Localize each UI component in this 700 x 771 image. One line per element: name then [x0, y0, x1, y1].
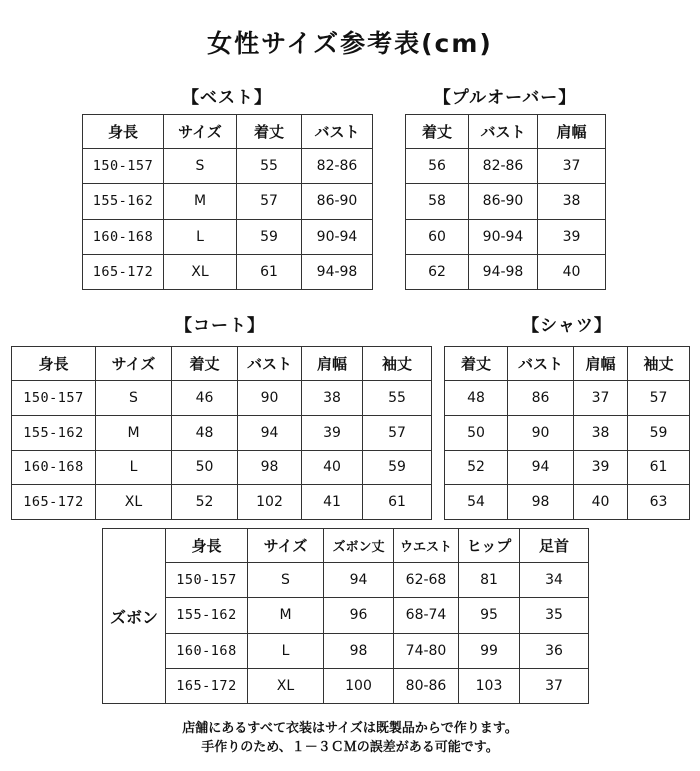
table-row: [103, 633, 589, 668]
table-row: [83, 184, 373, 219]
coat-cell: 61: [363, 485, 432, 520]
coat-cell: 52: [172, 485, 238, 520]
footnote-line: 店舗にあるすべて衣装はサイズは既製品からで作ります。: [182, 721, 518, 736]
pants-header-hip: ヒップ: [459, 529, 520, 563]
pants-cell: M: [248, 598, 324, 633]
vest-cell: L: [164, 219, 237, 254]
shirt-cell: 39: [574, 450, 628, 485]
pants-cell: 160-168: [166, 633, 248, 668]
pants-cell: 36: [520, 633, 589, 668]
vest-cell: S: [164, 149, 237, 184]
shirt-cell: 37: [574, 381, 628, 416]
coat-header-shoulder: 肩幅: [302, 347, 363, 381]
table-row: [406, 254, 606, 289]
pants-cell: 103: [459, 668, 520, 703]
pants-header-height: 身長: [166, 529, 248, 563]
coat-header-size: サイズ: [96, 347, 172, 381]
coat-cell: 40: [302, 450, 363, 485]
pants-cell: 98: [324, 633, 394, 668]
shirt-cell: 90: [508, 415, 574, 450]
shirt-table: [444, 346, 690, 520]
pants-cell: 95: [459, 598, 520, 633]
vest-label: 【ベスト】: [182, 88, 272, 108]
table-row: [12, 415, 432, 450]
shirt-cell: 48: [445, 381, 508, 416]
pullover-cell: 60: [406, 219, 469, 254]
table-row: [83, 149, 373, 184]
vest-cell: 165-172: [83, 254, 164, 289]
pants-cell: 99: [459, 633, 520, 668]
coat-header-length: 着丈: [172, 347, 238, 381]
vest-header-bust: バスト: [302, 115, 373, 149]
pullover-cell: 40: [538, 254, 606, 289]
table-row: [12, 381, 432, 416]
vest-cell: 90-94: [302, 219, 373, 254]
shirt-cell: 61: [628, 450, 690, 485]
pants-cell: 81: [459, 563, 520, 598]
table-row: [103, 598, 589, 633]
coat-cell: 50: [172, 450, 238, 485]
pullover-header-shoulder: 肩幅: [538, 115, 606, 149]
footnotes: [0, 719, 700, 757]
pullover-label: 【プルオーバー】: [433, 88, 577, 108]
pants-header-ankle: 足首: [520, 529, 589, 563]
pants-header-size: サイズ: [248, 529, 324, 563]
pullover-header-length: 着丈: [406, 115, 469, 149]
shirt-cell: 40: [574, 485, 628, 520]
shirt-header-shoulder: 肩幅: [574, 347, 628, 381]
pullover-cell: 62: [406, 254, 469, 289]
vest-header-length: 着丈: [237, 115, 302, 149]
shirt-header-row: [445, 347, 690, 381]
shirt-cell: 50: [445, 415, 508, 450]
pants-cell: 80-86: [394, 668, 459, 703]
shirt-cell: 57: [628, 381, 690, 416]
table-row: [406, 219, 606, 254]
coat-cell: L: [96, 450, 172, 485]
shirt-label: 【シャツ】: [522, 316, 612, 336]
pants-header-waist: ウエスト: [394, 529, 459, 563]
pullover-cell: 90-94: [469, 219, 538, 254]
table-row: [12, 485, 432, 520]
vest-cell: 59: [237, 219, 302, 254]
coat-cell: 48: [172, 415, 238, 450]
coat-label: 【コート】: [175, 316, 265, 336]
pullover-table: [405, 114, 606, 290]
coat-cell: 150-157: [12, 381, 96, 416]
coat-header-height: 身長: [12, 347, 96, 381]
pants-cell: XL: [248, 668, 324, 703]
table-row: [445, 415, 690, 450]
coat-cell: M: [96, 415, 172, 450]
coat-cell: 59: [363, 450, 432, 485]
pants-cell: L: [248, 633, 324, 668]
pants-cell: 74-80: [394, 633, 459, 668]
shirt-cell: 52: [445, 450, 508, 485]
page-title: 女性サイズ参考表(cm): [207, 29, 493, 58]
pullover-cell: 39: [538, 219, 606, 254]
shirt-cell: 86: [508, 381, 574, 416]
coat-cell: 55: [363, 381, 432, 416]
pants-cell: 68-74: [394, 598, 459, 633]
pullover-cell: 38: [538, 184, 606, 219]
pants-cell: 34: [520, 563, 589, 598]
coat-header-row: [12, 347, 432, 381]
coat-cell: 98: [238, 450, 302, 485]
pants-cell: 62-68: [394, 563, 459, 598]
table-row: [103, 563, 589, 598]
pants-cell: 165-172: [166, 668, 248, 703]
table-row: [103, 668, 589, 703]
vest-cell: 86-90: [302, 184, 373, 219]
coat-cell: 46: [172, 381, 238, 416]
vest-header-height: 身長: [83, 115, 164, 149]
shirt-cell: 98: [508, 485, 574, 520]
vest-cell: 160-168: [83, 219, 164, 254]
shirt-cell: 63: [628, 485, 690, 520]
table-row: [83, 219, 373, 254]
pants-cell: 155-162: [166, 598, 248, 633]
coat-table: [11, 346, 432, 520]
coat-cell: 165-172: [12, 485, 96, 520]
pullover-cell: 56: [406, 149, 469, 184]
pants-row-label: ズボン: [103, 529, 166, 704]
pullover-cell: 58: [406, 184, 469, 219]
vest-cell: 82-86: [302, 149, 373, 184]
vest-cell: XL: [164, 254, 237, 289]
vest-cell: 55: [237, 149, 302, 184]
table-row: [406, 149, 606, 184]
vest-header-row: [83, 115, 373, 149]
table-row: [406, 184, 606, 219]
table-row: [12, 450, 432, 485]
table-row: [445, 485, 690, 520]
shirt-cell: 54: [445, 485, 508, 520]
coat-cell: 38: [302, 381, 363, 416]
table-row: [445, 381, 690, 416]
shirt-header-length: 着丈: [445, 347, 508, 381]
vest-cell: 150-157: [83, 149, 164, 184]
coat-cell: 155-162: [12, 415, 96, 450]
vest-header-size: サイズ: [164, 115, 237, 149]
coat-header-sleeve: 袖丈: [363, 347, 432, 381]
pants-header-length: ズボン丈: [324, 529, 394, 563]
pullover-cell: 82-86: [469, 149, 538, 184]
coat-cell: 39: [302, 415, 363, 450]
vest-table: [82, 114, 373, 290]
footnote-line: 手作りのため、１－３ＣＭの誤差がある可能です。: [201, 740, 499, 755]
coat-cell: XL: [96, 485, 172, 520]
vest-cell: 94-98: [302, 254, 373, 289]
coat-cell: 90: [238, 381, 302, 416]
shirt-header-bust: バスト: [508, 347, 574, 381]
vest-cell: M: [164, 184, 237, 219]
pullover-cell: 37: [538, 149, 606, 184]
table-row: [445, 450, 690, 485]
vest-cell: 155-162: [83, 184, 164, 219]
pants-cell: 94: [324, 563, 394, 598]
coat-cell: 160-168: [12, 450, 96, 485]
coat-cell: 94: [238, 415, 302, 450]
coat-cell: 41: [302, 485, 363, 520]
coat-header-bust: バスト: [238, 347, 302, 381]
coat-cell: 102: [238, 485, 302, 520]
shirt-cell: 94: [508, 450, 574, 485]
pants-cell: 100: [324, 668, 394, 703]
pullover-cell: 94-98: [469, 254, 538, 289]
pullover-header-row: [406, 115, 606, 149]
pants-cell: 37: [520, 668, 589, 703]
vest-cell: 61: [237, 254, 302, 289]
pants-table: [102, 528, 589, 704]
vest-cell: 57: [237, 184, 302, 219]
shirt-header-sleeve: 袖丈: [628, 347, 690, 381]
pants-cell: 96: [324, 598, 394, 633]
coat-cell: S: [96, 381, 172, 416]
pants-cell: S: [248, 563, 324, 598]
pullover-header-bust: バスト: [469, 115, 538, 149]
pants-cell: 150-157: [166, 563, 248, 598]
shirt-cell: 38: [574, 415, 628, 450]
table-row: [83, 254, 373, 289]
pullover-cell: 86-90: [469, 184, 538, 219]
pants-cell: 35: [520, 598, 589, 633]
coat-cell: 57: [363, 415, 432, 450]
pants-header-row: [103, 529, 589, 563]
shirt-cell: 59: [628, 415, 690, 450]
